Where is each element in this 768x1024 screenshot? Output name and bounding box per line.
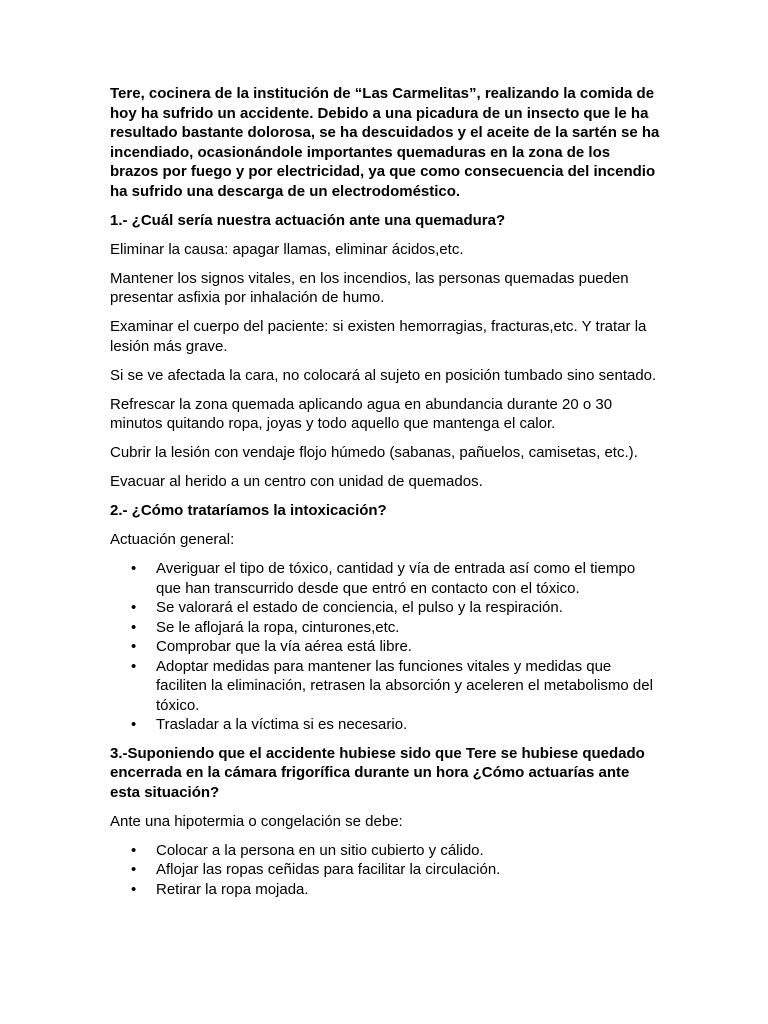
q1-paragraph: Cubrir la lesión con vendaje flojo húmedo (sabanas, pañuelos, camisetas, etc.).	[110, 444, 638, 461]
bullet-icon: •	[131, 861, 137, 878]
q1-paragraph: Eliminar la causa: apagar llamas, eliminar ácidos,etc.	[110, 240, 464, 258]
q1-paragraph: Refrescar la zona quemada aplicando agua en abundancia durante 20 o 30 minutos quitando ropa, joyas y todo aquello que mantenga el calor.	[110, 395, 613, 432]
bullet-icon: •	[131, 560, 137, 577]
list-item	[131, 715, 660, 735]
question-3-heading: 3.-Suponiendo que el accidente hubiese sido que Tere se hubiese quedado encerrada en la cámara frigorífica durante un hora ¿Cómo actuarías ante esta situación?	[110, 744, 645, 801]
q2-lead: Actuación general:	[110, 531, 235, 548]
list-item-text: Comprobar que la vía aérea está libre.	[156, 638, 412, 655]
q3-bullet-list	[110, 841, 660, 900]
q1-paragraph: Evacuar al herido a un centro con unidad de quemados.	[110, 473, 483, 490]
q1-paragraph: Examinar el cuerpo del paciente: si existen hemorragias, fracturas,etc. Y tratar la lesión más grave.	[110, 318, 647, 355]
question-2-heading: 2.- ¿Cómo trataríamos la intoxicación?	[110, 502, 387, 519]
list-item	[131, 618, 660, 638]
list-item-text: Adoptar medidas para mantener las funciones vitales y medidas que faciliten la eliminación, retrasen la absorción y aceleren el metabolismo del tóxico.	[156, 657, 653, 714]
list-item-text: Aflojar las ropas ceñidas para facilitar la circulación.	[156, 861, 501, 878]
list-item-text: Se valorará el estado de conciencia, el pulso y la respiración.	[156, 599, 563, 616]
list-item-text: Se le aflojará la ropa, cinturones,etc.	[156, 618, 400, 636]
q1-paragraph: Si se ve afectada la cara, no colocará al sujeto en posición tumbado sino sentado.	[110, 366, 657, 384]
list-item	[131, 841, 660, 861]
list-item	[131, 657, 660, 716]
list-item-text: Averiguar el tipo de tóxico, cantidad y vía de entrada así como el tiempo que han transcurrido desde que entró en contacto con el tóxico.	[156, 560, 636, 597]
list-item-text: Colocar a la persona en un sitio cubierto y cálido.	[156, 841, 484, 859]
bullet-icon: •	[131, 880, 137, 898]
intro-paragraph: Tere, cocinera de la institución de “Las Carmelitas”, realizando la comida de hoy ha sufrido un accidente. Debido a una picadura de un insecto que le ha resultado bastante dolorosa, se ha descuidados y el aceite de la sartén se ha incendiado, ocasionándole importantes quemaduras en la zona de los brazos por fuego y por electricidad, ya que como consecuencia del incendio ha sufrido una descarga de un electrodoméstico.	[110, 85, 660, 200]
q3-lead: Ante una hipotermia o congelación se debe:	[110, 812, 403, 830]
list-item	[131, 637, 660, 657]
q1-paragraph: Mantener los signos vitales, en los incendios, las personas quemadas pueden presentar asfixia por inhalación de humo.	[110, 269, 629, 306]
bullet-icon: •	[131, 841, 137, 859]
bullet-icon: •	[131, 618, 137, 636]
question-1-heading: 1.- ¿Cuál sería nuestra actuación ante una quemadura?	[110, 211, 506, 229]
bullet-icon: •	[131, 599, 137, 616]
list-item	[131, 860, 660, 880]
bullet-icon: •	[131, 716, 137, 733]
list-item	[131, 880, 660, 900]
list-item-text: Retirar la ropa mojada.	[156, 880, 309, 898]
bullet-icon: •	[131, 638, 137, 655]
q2-bullet-list	[110, 559, 660, 735]
document-page	[110, 84, 660, 908]
list-item	[131, 598, 660, 618]
list-item-text: Trasladar a la víctima si es necesario.	[156, 716, 408, 733]
list-item	[131, 559, 660, 598]
bullet-icon: •	[131, 657, 137, 675]
